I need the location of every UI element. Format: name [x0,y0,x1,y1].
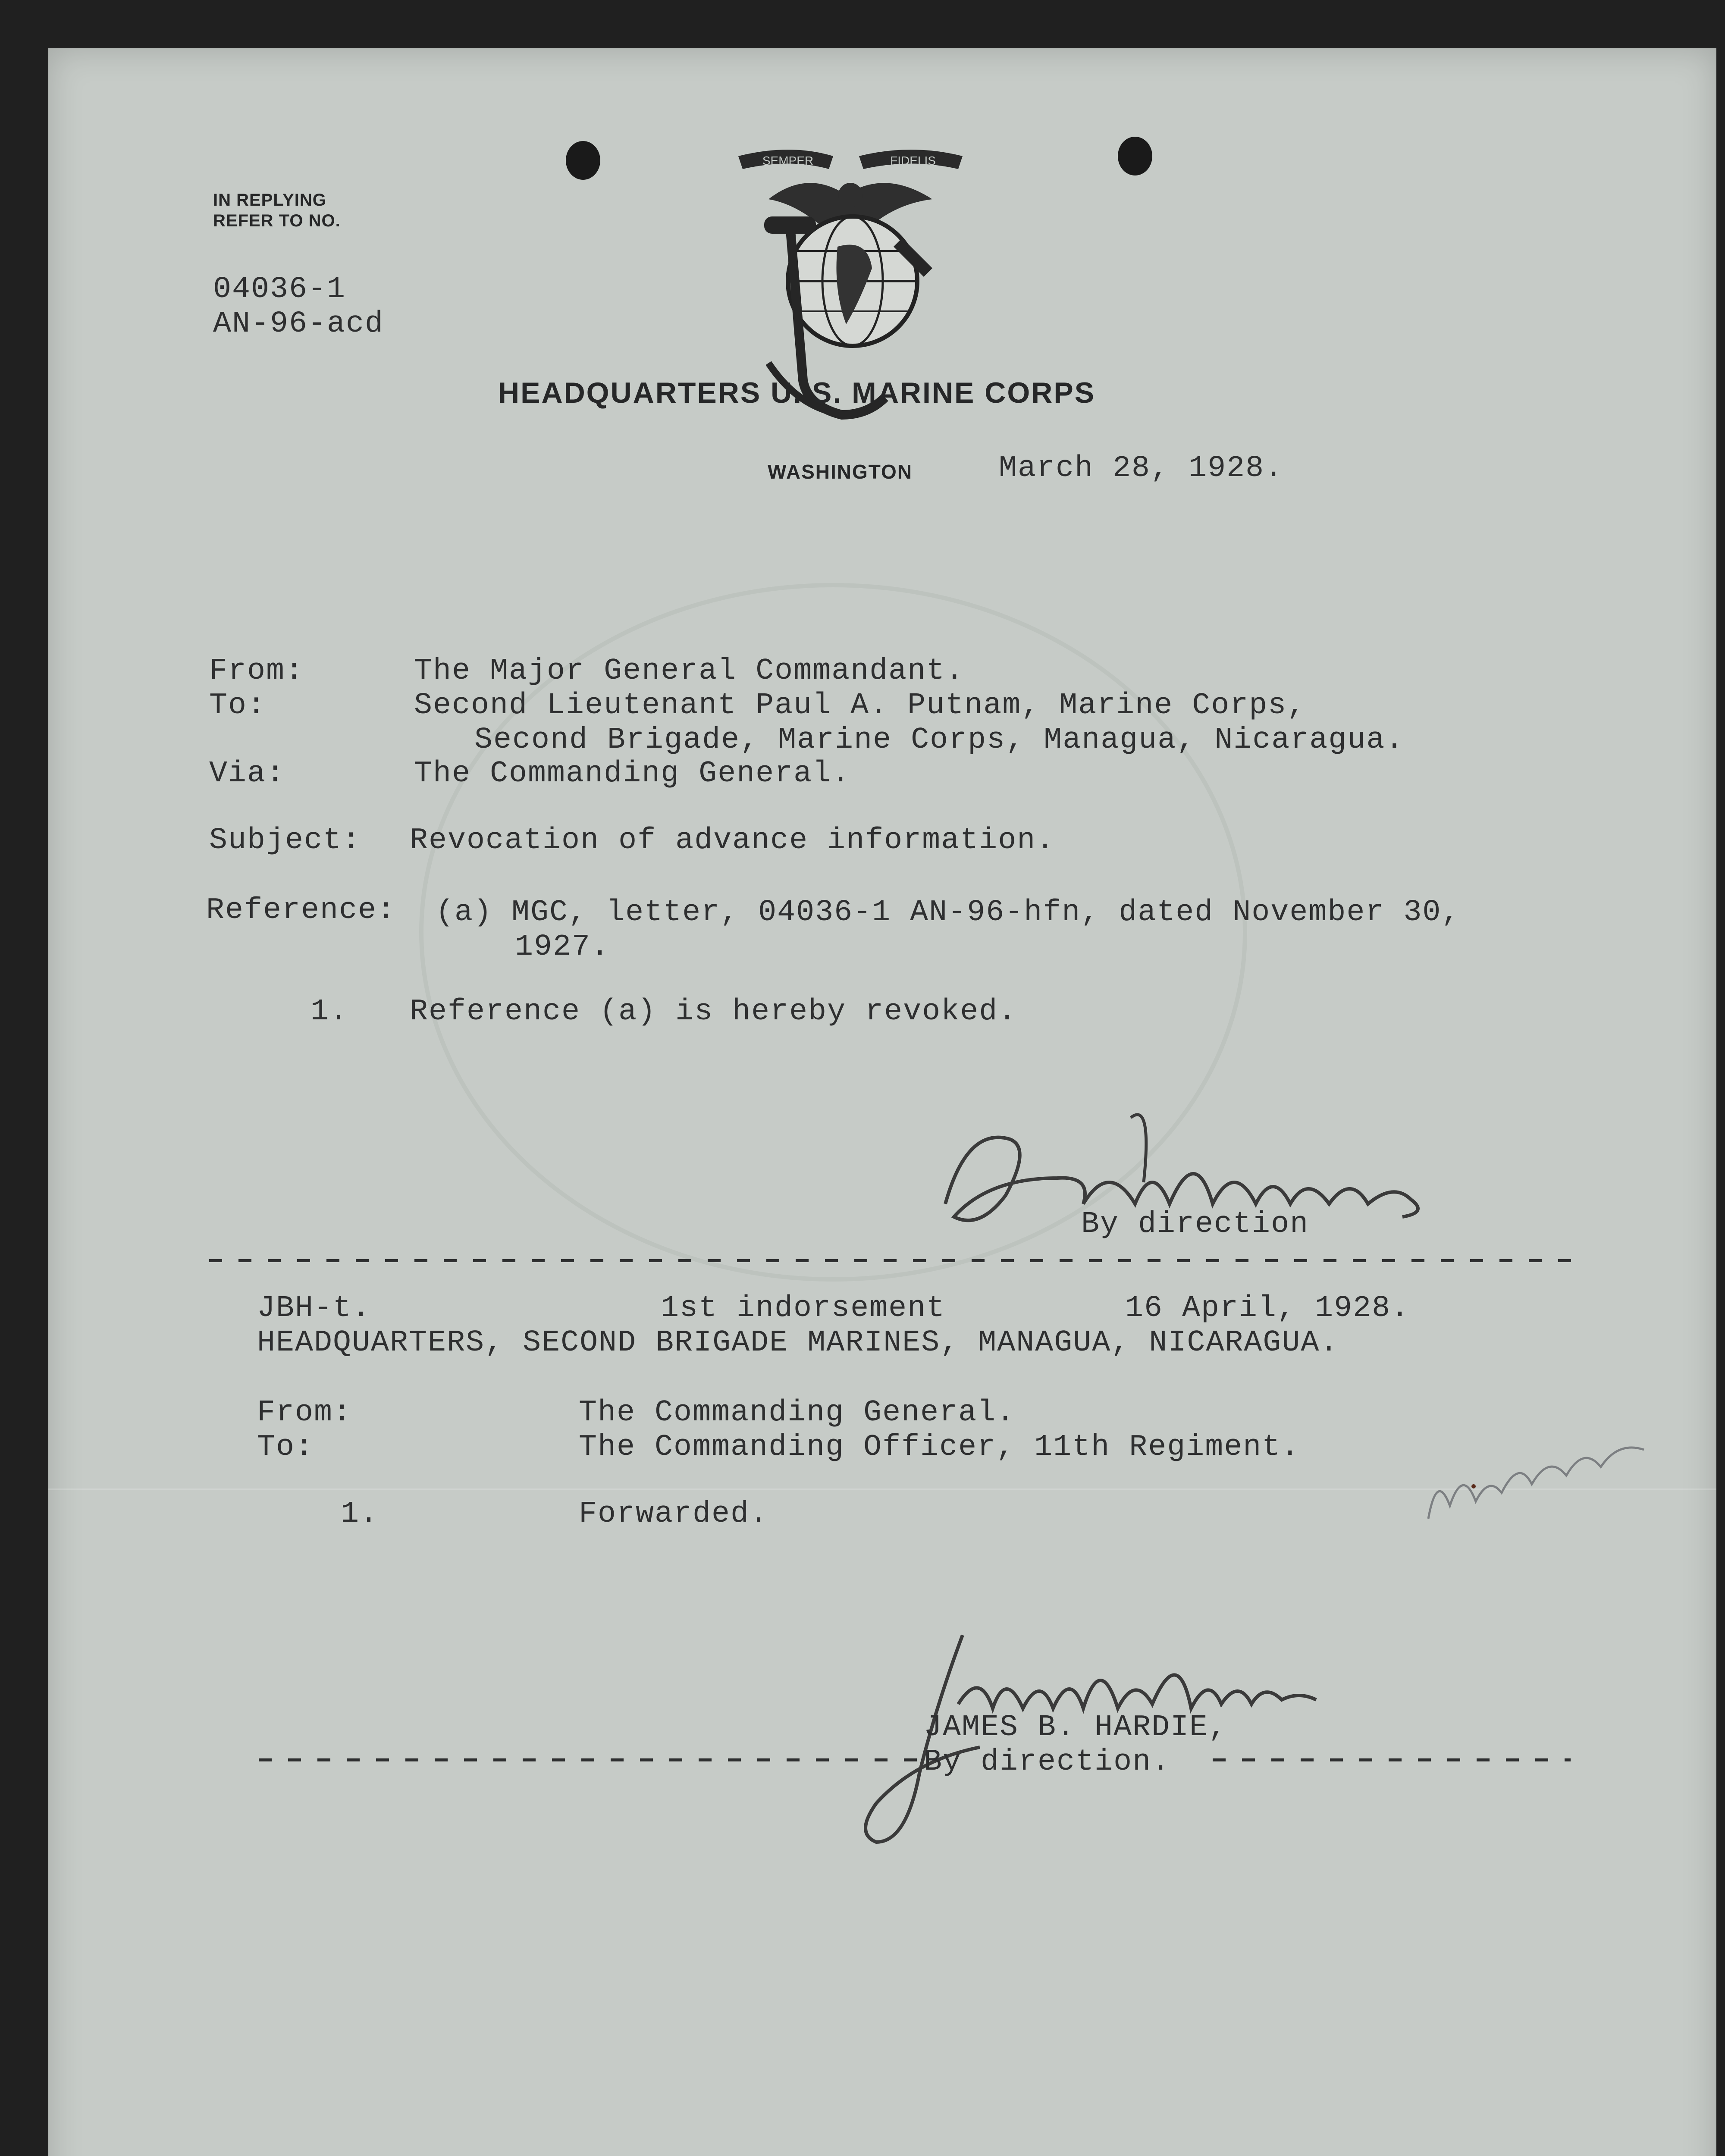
signature-caption: By direction [1081,1207,1309,1241]
ink-spot [1471,1484,1476,1489]
reference-value-line2: 1927. [515,930,610,964]
pencil-margin-note [1420,1420,1661,1532]
indorsement-date: 16 April, 1928. [1125,1291,1410,1326]
indorsement-from-value: The Commanding General. [579,1396,1016,1430]
subject-value: Revocation of advance information. [410,824,1055,858]
indorsement-code: JBH-t. [257,1291,371,1326]
refer-label-line2: REFER TO NO. [213,211,341,230]
indorsement-signer: JAMES B. HARDIE, [924,1711,1228,1745]
refer-number-line1: 04036-1 [213,273,346,307]
letter-date: March 28, 1928. [999,451,1284,486]
separator-bottom-right [1213,1758,1571,1761]
separator-bottom-left [259,1758,919,1761]
refer-number-line2: AN-96-acd [213,307,384,341]
punch-hole-right [1118,137,1152,175]
letterhead-title: HEADQUARTERS U. S. MARINE CORPS [498,376,1096,409]
indorsement-paragraph-text: Forwarded. [579,1497,769,1531]
refer-label-line1: IN REPLYING [213,191,326,210]
indorsement-signer-caption: By direction. [924,1745,1171,1779]
to-value-line1: Second Lieutenant Paul A. Putnam, Marine Corps, [414,689,1306,723]
indorsement-from-label: From: [257,1396,352,1430]
indorsement-title: 1st indorsement [661,1291,946,1326]
from-value: The Major General Commandant. [414,654,965,688]
subject-label: Subject: [209,824,361,858]
indorsement-to-label: To: [257,1430,314,1464]
reference-label: Reference: [206,893,396,928]
to-value-line2: Second Brigade, Marine Corps, Managua, Nicaragua. [474,723,1405,757]
reference-value-line1: (a) MGC, letter, 04036-1 AN-96-hfn, dated November 30, [436,896,1461,930]
motto-right: FIDELIS [890,154,936,167]
motto-left: SEMPER [762,154,814,167]
to-label: To: [209,689,267,723]
from-label: From: [209,654,304,688]
via-value: The Commanding General. [414,757,851,791]
letterhead-city: WASHINGTON [768,461,913,483]
indorsement-headquarters: HEADQUARTERS, SECOND BRIGADE MARINES, MANAGUA, NICARAGUA. [257,1326,1339,1360]
via-label: Via: [209,757,285,791]
punch-hole-left [566,141,600,180]
separator-top [209,1259,1572,1262]
indorsement-to-value: The Commanding Officer, 11th Regiment. [579,1430,1300,1464]
letter-page [48,48,1716,2156]
paragraph-text: Reference (a) is hereby revoked. [410,995,1017,1029]
indorsement-paragraph-number: 1. [341,1497,379,1531]
paragraph-number: 1. [310,995,349,1029]
